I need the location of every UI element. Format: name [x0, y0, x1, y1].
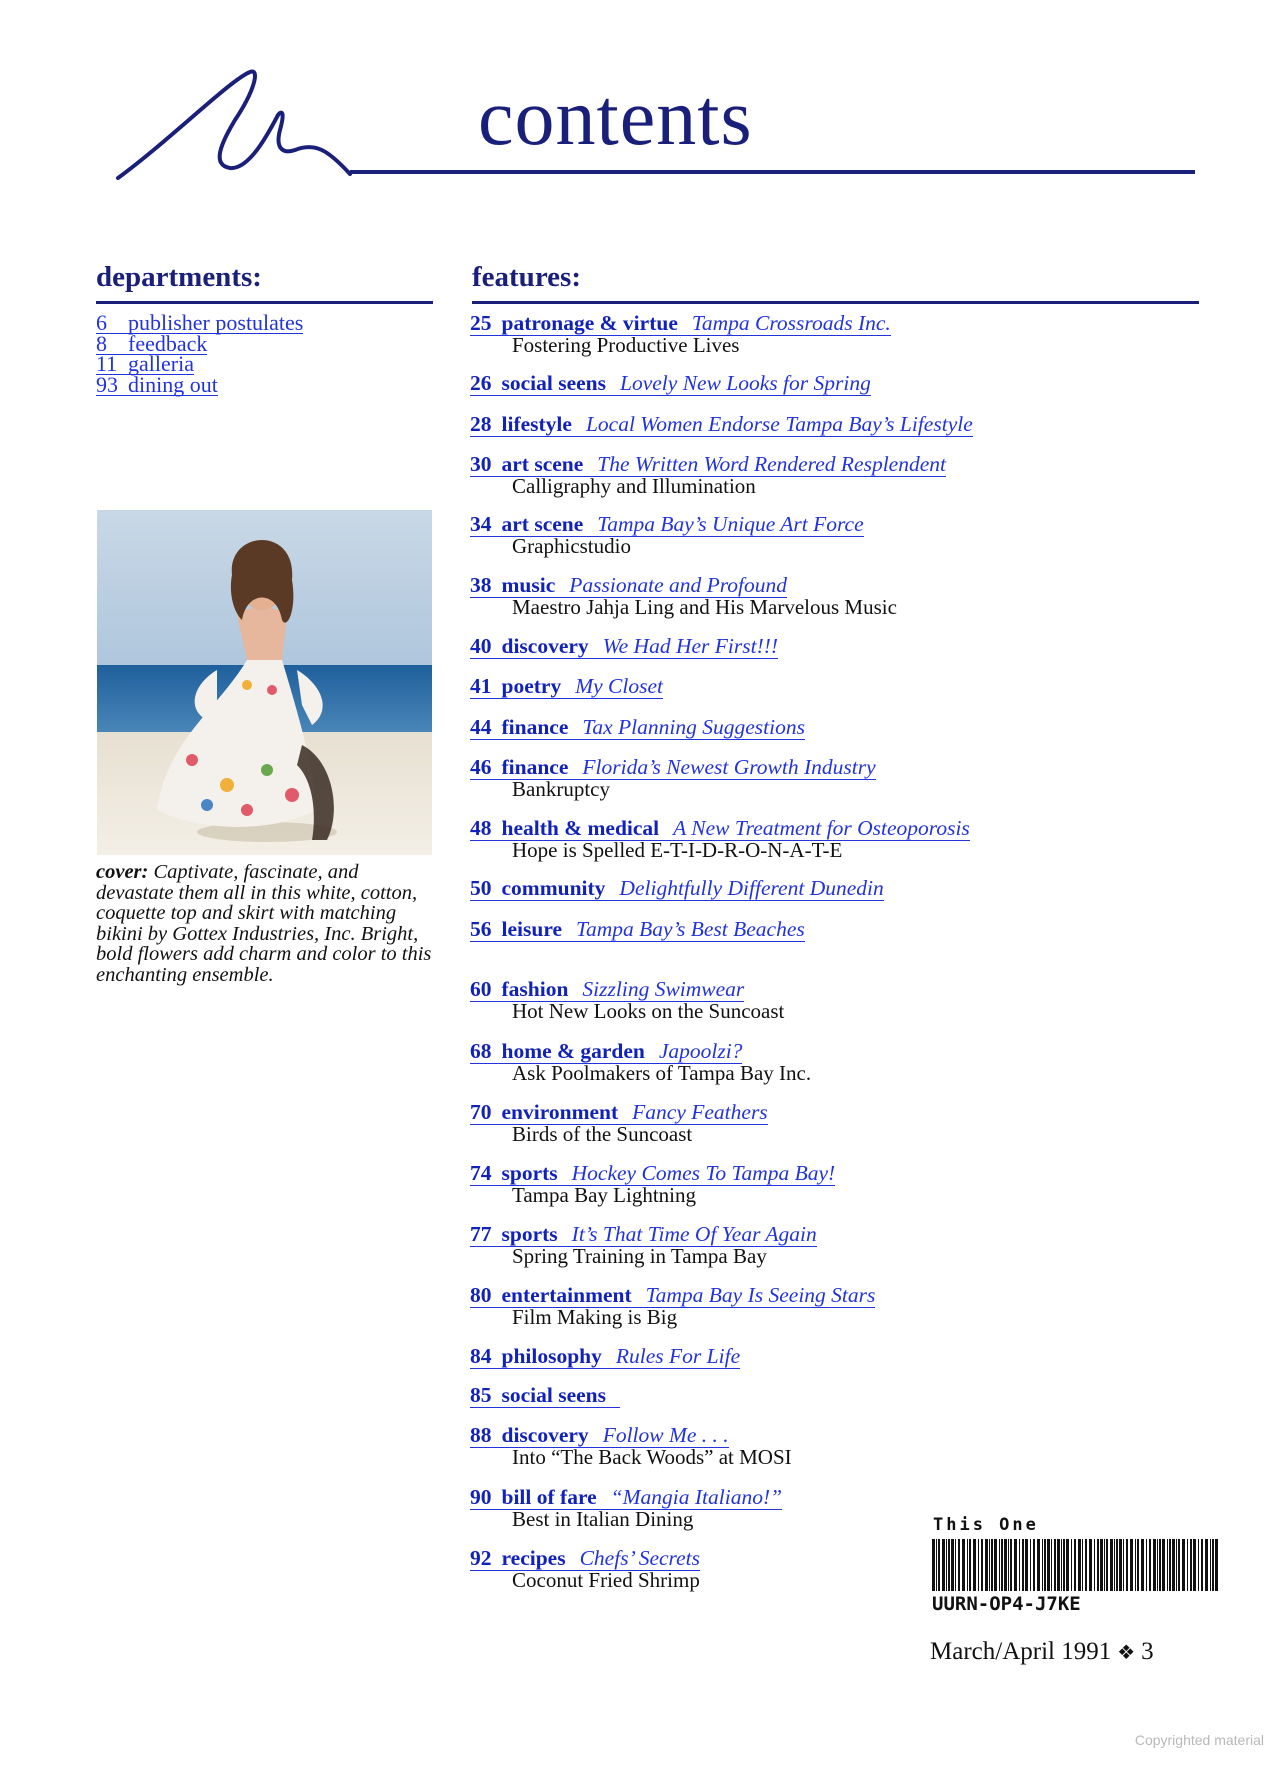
barcode-bar: [1187, 1539, 1188, 1591]
barcode-bar: [969, 1539, 971, 1591]
feature-subtitle: Hot New Looks on the Suncoast: [512, 999, 785, 1023]
feature-item[interactable]: [470, 1425, 792, 1467]
barcode-bar: [994, 1539, 997, 1591]
barcode-bar: [1100, 1539, 1103, 1591]
feature-page-number: 40: [470, 634, 492, 658]
feature-category: environment: [501, 1100, 619, 1124]
feature-link[interactable]: [470, 919, 805, 942]
barcode-bar: [1141, 1539, 1144, 1591]
feature-title: We Had Her First!!!: [602, 634, 779, 658]
barcode-bar: [1094, 1539, 1095, 1591]
barcode-bar: [1061, 1539, 1062, 1591]
script-logo-swoosh: [100, 60, 360, 185]
barcode-bar: [1114, 1539, 1115, 1591]
barcode-label: This One: [933, 1515, 1039, 1535]
feature-title: Japoolzi?: [658, 1039, 743, 1063]
barcode-bar: [1169, 1539, 1171, 1591]
feature-page-number: 28: [470, 412, 492, 436]
barcode-bar: [1001, 1539, 1003, 1591]
feature-category: community: [501, 876, 606, 900]
departments-list: [96, 310, 304, 397]
barcode-bar: [985, 1539, 988, 1591]
barcode-bar: [1137, 1539, 1139, 1591]
barcode-bar: [1176, 1539, 1177, 1591]
feature-category: discovery: [501, 1423, 589, 1447]
barcode-bar: [1082, 1539, 1083, 1591]
barcode-bar: [951, 1539, 954, 1591]
feature-title: Tampa Bay’s Best Beaches: [576, 917, 805, 941]
feature-item[interactable]: [470, 757, 876, 799]
barcode-bar: [1126, 1539, 1128, 1591]
feature-item[interactable]: [470, 1224, 817, 1266]
feature-item[interactable]: [470, 979, 784, 1021]
diamond-icon: ❖: [1117, 1640, 1136, 1664]
title-rule: [350, 170, 1195, 174]
feature-title: “Mangia Italiano!”: [610, 1485, 783, 1509]
feature-item[interactable]: [470, 878, 884, 901]
feature-title: Tax Planning Suggestions: [582, 715, 805, 739]
feature-item[interactable]: [470, 1163, 835, 1205]
barcode-bar: [1190, 1539, 1192, 1591]
feature-page-number: 38: [470, 573, 492, 597]
barcode-bar: [1135, 1539, 1136, 1591]
feature-subtitle: Coconut Fried Shrimp: [512, 1568, 700, 1592]
features-heading: features:: [472, 261, 581, 293]
feature-title: Sizzling Swimwear: [582, 977, 745, 1001]
barcode-bar: [973, 1539, 976, 1591]
feature-subtitle: Ask Poolmakers of Tampa Bay Inc.: [512, 1061, 812, 1085]
feature-page-number: 88: [470, 1423, 492, 1447]
feature-category: recipes: [501, 1546, 566, 1570]
page-folio: March/April 1991 ❖ 3: [930, 1638, 1154, 1665]
barcode-bar: [1066, 1539, 1069, 1591]
feature-category: sports: [501, 1222, 558, 1246]
barcode-bar: [1063, 1539, 1065, 1591]
barcode-bar: [1193, 1539, 1196, 1591]
feature-category: finance: [501, 715, 569, 739]
barcode-bar: [1033, 1539, 1035, 1591]
feature-title: Passionate and Profound: [569, 573, 788, 597]
feature-category: art scene: [501, 452, 584, 476]
feature-link[interactable]: [470, 1385, 620, 1408]
feature-category: finance: [501, 755, 569, 779]
feature-subtitle: Into “The Back Woods” at MOSI: [512, 1445, 792, 1469]
departments-rule: [96, 301, 433, 304]
barcode-bar: [1022, 1539, 1024, 1591]
feature-subtitle: Bankruptcy: [512, 777, 610, 801]
barcode-bar: [1146, 1539, 1147, 1591]
barcode-bar: [1210, 1539, 1211, 1591]
feature-title: Chefs’ Secrets: [579, 1546, 701, 1570]
barcode-bar: [1004, 1539, 1007, 1591]
barcode-bar: [1178, 1539, 1180, 1591]
barcode-bar: [1047, 1539, 1050, 1591]
barcode-bar: [989, 1539, 990, 1591]
feature-subtitle: Hope is Spelled E-T-I-D-R-O-N-A-T-E: [512, 838, 843, 862]
barcode-bar: [1057, 1539, 1060, 1591]
feature-subtitle: Tampa Bay Lightning: [512, 1183, 696, 1207]
cover-photo: [97, 510, 432, 855]
feature-page-number: 44: [470, 715, 492, 739]
feature-category: music: [501, 573, 556, 597]
feature-link[interactable]: [470, 414, 973, 437]
feature-page-number: 92: [470, 1546, 492, 1570]
feature-category: poetry: [501, 674, 562, 698]
feature-title: The Written Word Rendered Resplendent: [597, 452, 946, 476]
feature-page-number: 74: [470, 1161, 492, 1185]
feature-title: Tampa Bay’s Unique Art Force: [597, 512, 864, 536]
barcode-bar: [1215, 1539, 1218, 1591]
feature-item[interactable]: [470, 1041, 811, 1083]
barcode-bar: [1153, 1539, 1156, 1591]
barcode-bar: [1198, 1539, 1199, 1591]
barcode-bar: [1037, 1539, 1040, 1591]
barcode-bar: [1014, 1539, 1017, 1591]
feature-page-number: 68: [470, 1039, 492, 1063]
barcode-bar: [1159, 1539, 1161, 1591]
feature-item[interactable]: [470, 1385, 620, 1408]
barcode-bar: [1106, 1539, 1108, 1591]
feature-category: patronage & virtue: [501, 311, 678, 335]
department-item[interactable]: 11 galleria: [96, 351, 194, 376]
feature-page-number: 77: [470, 1222, 492, 1246]
feature-title: Local Women Endorse Tampa Bay’s Lifestyle: [585, 412, 973, 436]
barcode-bar: [1110, 1539, 1113, 1591]
barcode-bar: [958, 1539, 960, 1591]
barcode-bar: [981, 1539, 983, 1591]
feature-subtitle: Graphicstudio: [512, 534, 631, 558]
feature-category: health & medical: [501, 816, 660, 840]
feature-page-number: 26: [470, 371, 492, 395]
feature-page-number: 48: [470, 816, 492, 840]
feature-page-number: 60: [470, 977, 492, 1001]
feature-page-number: 50: [470, 876, 492, 900]
feature-page-number: 34: [470, 512, 492, 536]
feature-link[interactable]: [470, 373, 871, 396]
feature-item[interactable]: [470, 818, 970, 860]
feature-link[interactable]: [470, 878, 884, 901]
barcode-bar: [1010, 1539, 1012, 1591]
cover-caption: cover: Captivate, fascinate, and devastate them all in this white, cotton, coquette top and skirt with matching bikini by Gottex Industries, Inc. Bright, bold flowers add charm and color to this enchanting ensemble.: [96, 861, 432, 986]
feature-title: Lovely New Looks for Spring: [620, 371, 871, 395]
feature-subtitle: Maestro Jahja Ling and His Marvelous Music: [512, 595, 897, 619]
feature-category: bill of fare: [501, 1485, 597, 1509]
barcode-bar: [1008, 1539, 1009, 1591]
barcode-bar: [1071, 1539, 1072, 1591]
feature-item[interactable]: [470, 636, 778, 659]
copyright-notice: Copyrighted material: [1134, 1732, 1264, 1748]
barcode-bar: [1104, 1539, 1105, 1591]
feature-item[interactable]: [470, 919, 805, 942]
barcode-bar: [1085, 1539, 1087, 1591]
barcode-bar: [1201, 1539, 1203, 1591]
barcode-bar: [1116, 1539, 1118, 1591]
feature-page-number: 30: [470, 452, 492, 476]
feature-title: Follow Me . . .: [602, 1423, 729, 1447]
barcode-bar: [1167, 1539, 1168, 1591]
feature-subtitle: Film Making is Big: [512, 1305, 678, 1329]
feature-item[interactable]: [470, 373, 871, 396]
feature-item[interactable]: [470, 414, 973, 437]
barcode-bar: [955, 1539, 956, 1591]
feature-subtitle: Calligraphy and Illumination: [512, 474, 756, 498]
feature-subtitle: Fostering Productive Lives: [512, 333, 740, 357]
departments-heading: departments:: [96, 261, 262, 293]
feature-title: It’s That Time Of Year Again: [571, 1222, 817, 1246]
feature-category: discovery: [501, 634, 589, 658]
feature-title: Rules For Life: [615, 1344, 741, 1368]
barcode-bar: [978, 1539, 979, 1591]
feature-item[interactable]: [470, 676, 663, 699]
feature-page-number: 84: [470, 1344, 492, 1368]
department-item[interactable]: 8 feedback: [96, 330, 208, 356]
barcode-bar: [999, 1539, 1000, 1591]
department-item[interactable]: 6 publisher postulates: [96, 310, 304, 335]
feature-category: leisure: [501, 917, 563, 941]
feature-item[interactable]: [470, 1102, 768, 1144]
feature-page-number: 56: [470, 917, 492, 941]
barcode-icon: [930, 1539, 1220, 1591]
feature-title: Florida’s Newest Growth Industry: [582, 755, 876, 779]
feature-item[interactable]: [470, 1346, 740, 1369]
barcode-bar: [946, 1539, 947, 1591]
barcode-bar: [1019, 1539, 1020, 1591]
barcode-bar: [991, 1539, 993, 1591]
feature-category: fashion: [501, 977, 569, 1001]
barcode-bar: [1119, 1539, 1122, 1591]
feature-link[interactable]: [470, 676, 663, 699]
feature-link[interactable]: [470, 1346, 740, 1369]
feature-page-number: 41: [470, 674, 492, 698]
feature-category: entertainment: [501, 1283, 632, 1307]
feature-page-number: 70: [470, 1100, 492, 1124]
feature-item[interactable]: [470, 1285, 875, 1327]
feature-item[interactable]: [470, 717, 805, 740]
barcode-bar: [1074, 1539, 1076, 1591]
barcode-bar: [1182, 1539, 1185, 1591]
barcode-bar: [942, 1539, 945, 1591]
feature-item[interactable]: [470, 313, 891, 355]
barcode-bar: [932, 1539, 935, 1591]
feature-page-number: 90: [470, 1485, 492, 1509]
barcode-bar: [1097, 1539, 1099, 1591]
feature-title: Tampa Crossroads Inc.: [691, 311, 891, 335]
feature-item[interactable]: [470, 514, 864, 556]
barcode-bar: [1044, 1539, 1046, 1591]
feature-subtitle: Best in Italian Dining: [512, 1507, 694, 1531]
feature-page-number: 25: [470, 311, 492, 335]
feature-category: philosophy: [501, 1344, 602, 1368]
barcode-bar: [1030, 1539, 1031, 1591]
feature-page-number: 80: [470, 1283, 492, 1307]
feature-title: A New Treatment for Osteoporosis: [673, 816, 970, 840]
feature-category: sports: [501, 1161, 558, 1185]
feature-title: Hockey Comes To Tampa Bay!: [571, 1161, 836, 1185]
feature-item[interactable]: [470, 1548, 700, 1590]
feature-category: social seens: [501, 1383, 607, 1407]
features-rule: [472, 301, 1199, 304]
feature-category: art scene: [501, 512, 584, 536]
barcode-bar: [1130, 1539, 1133, 1591]
barcode-bar: [1042, 1539, 1043, 1591]
barcode-bar: [1123, 1539, 1124, 1591]
barcode-bar: [938, 1539, 940, 1591]
feature-title: Tampa Bay Is Seeing Stars: [645, 1283, 876, 1307]
barcode-bar: [1089, 1539, 1092, 1591]
barcode-block: [930, 1515, 1220, 1615]
barcode-bar: [962, 1539, 965, 1591]
barcode-bar: [1205, 1539, 1208, 1591]
barcode-bar: [1025, 1539, 1028, 1591]
barcode-bar: [1149, 1539, 1151, 1591]
barcode-bar: [1162, 1539, 1165, 1591]
feature-category: home & garden: [501, 1039, 645, 1063]
feature-title: Fancy Feathers: [632, 1100, 768, 1124]
feature-subtitle: Spring Training in Tampa Bay: [512, 1244, 767, 1268]
feature-item[interactable]: [470, 1487, 782, 1529]
department-item[interactable]: 93 dining out: [96, 371, 218, 397]
feature-title: My Closet: [575, 674, 663, 698]
feature-item[interactable]: [470, 575, 897, 617]
feature-title: Delightfully Different Dunedin: [619, 876, 884, 900]
feature-subtitle: Birds of the Suncoast: [512, 1122, 693, 1146]
barcode-bar: [1054, 1539, 1056, 1591]
feature-category: lifestyle: [501, 412, 572, 436]
feature-item[interactable]: [470, 454, 946, 496]
barcode-code: UURN-OP4-J7KE: [932, 1593, 1081, 1615]
barcode-bar: [1078, 1539, 1081, 1591]
barcode-bar: [1051, 1539, 1052, 1591]
barcode-bar: [948, 1539, 950, 1591]
page-title: contents: [478, 74, 753, 162]
feature-link[interactable]: [470, 636, 778, 659]
barcode-bar: [936, 1539, 937, 1591]
feature-link[interactable]: [470, 717, 805, 740]
barcode-bar: [1212, 1539, 1214, 1591]
feature-page-number: 46: [470, 755, 492, 779]
feature-category: social seens: [501, 371, 607, 395]
barcode-bar: [967, 1539, 968, 1591]
feature-page-number: 85: [470, 1383, 492, 1407]
barcode-bar: [1157, 1539, 1158, 1591]
barcode-bar: [1172, 1539, 1175, 1591]
